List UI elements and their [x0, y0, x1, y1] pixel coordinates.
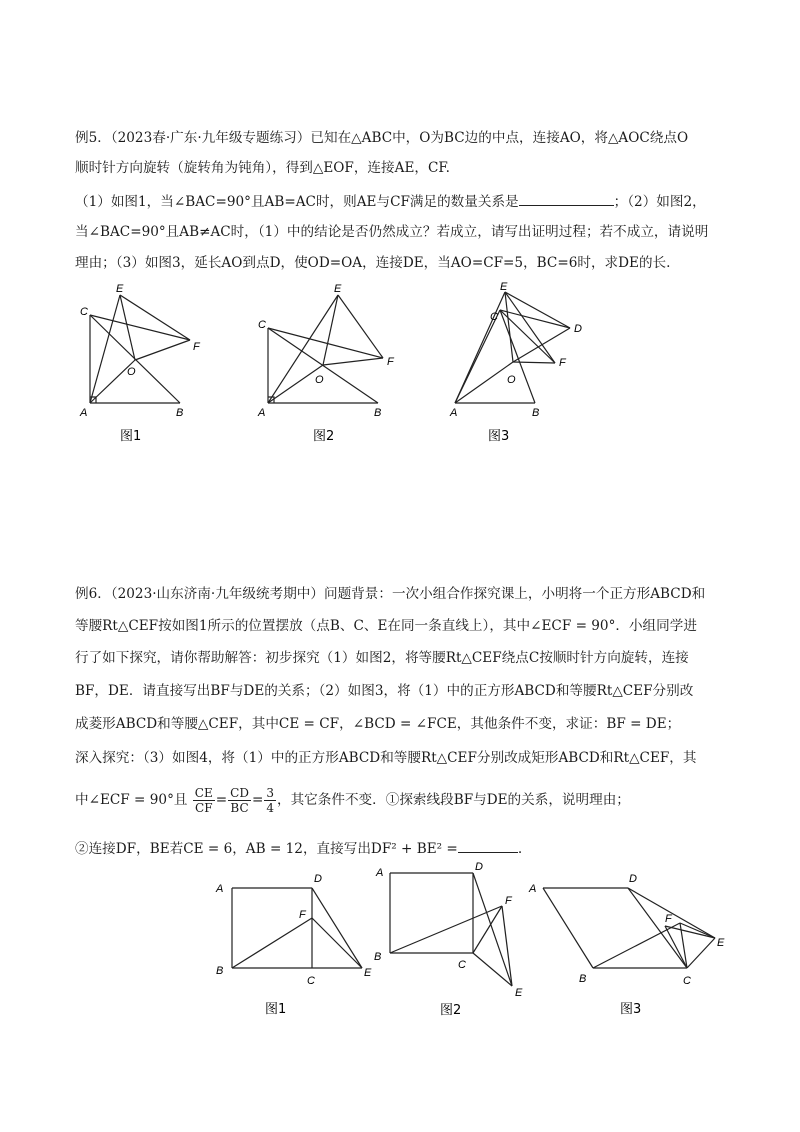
- ex5-q2-text: ；（2）如图2，: [613, 194, 706, 210]
- label-C: C: [458, 959, 466, 971]
- ex6-figure-1: [210, 868, 370, 1028]
- label-O: O: [315, 374, 324, 386]
- ex5-line-2: 顺时针方向旋转（旋转角为钝角），得到△EOF，连接AE，CF.: [75, 160, 450, 176]
- ex5-line-1: 例5．（2023春·广东·九年级专题练习）已知在△ABC中，O为BC边的中点，连接AO，将△AOC绕点O: [75, 130, 689, 146]
- label-F: F: [299, 909, 306, 921]
- answer-blank: [519, 191, 614, 206]
- ex6-line-8: [75, 838, 522, 859]
- label-F: F: [387, 356, 394, 368]
- label-B: B: [579, 973, 587, 985]
- label-D: D: [314, 873, 322, 885]
- ex5-line-3: [75, 191, 706, 212]
- label-D: D: [629, 873, 637, 885]
- label-B: B: [176, 407, 184, 419]
- ex6-line-7-start: 中∠ECF = 90°且: [75, 792, 188, 808]
- ex6-line-2: 等腰Rt△CEF按如图1所示的位置摆放（点B、C、E在同一条直线上），其中∠ECF = 90°．小组同学进: [75, 618, 697, 634]
- label-C: C: [490, 311, 498, 323]
- label-E: E: [515, 987, 523, 999]
- label-A: A: [529, 883, 537, 895]
- fig-caption: 图1: [120, 429, 142, 444]
- ex5-line-5: 理由；（3）如图3，延长AO到点D，使OD=OA，连接DE，当AO=CF=5，BC=6时，求DE的长.: [75, 255, 671, 271]
- fig-caption: 图3: [620, 1002, 642, 1017]
- fig-caption: 图2: [440, 1003, 462, 1018]
- label-A: A: [80, 407, 88, 419]
- label-E: E: [717, 937, 725, 949]
- label-E: E: [500, 281, 508, 293]
- fig-caption: 图1: [265, 1002, 287, 1017]
- label-B: B: [532, 407, 540, 419]
- label-A: A: [258, 407, 266, 419]
- label-F: F: [559, 357, 566, 369]
- ex5-line-4: 当∠BAC=90°且AB≠AC时，（1）中的结论是否仍然成立？若成立，请写出证明过程；若不成立，请说明: [75, 224, 709, 240]
- label-E: E: [364, 967, 372, 979]
- ex5-figure-3: [450, 280, 600, 450]
- ex6-line-7: [75, 786, 630, 815]
- ex6-figure-3: [525, 868, 735, 1028]
- label-E: E: [334, 283, 342, 295]
- label-B: B: [374, 407, 382, 419]
- label-F: F: [665, 913, 672, 925]
- label-F: F: [193, 341, 200, 353]
- fraction-3-4: $\frac{3}{4}$: [266, 786, 274, 815]
- label-O: O: [127, 366, 136, 378]
- label-C: C: [80, 306, 88, 318]
- label-C: C: [307, 975, 315, 987]
- ex5-figure-1: [80, 280, 210, 450]
- label-B: B: [374, 951, 382, 963]
- ex6-line-5: 成菱形ABCD和等腰△CEF，其中CE = CF，∠BCD = ∠FCE，其他条件不变，求证：BF = DE；: [75, 716, 681, 732]
- ex6-line-1: 例6．（2023·山东济南·九年级统考期中）问题背景：一次小组合作探究课上，小明将一个正方形ABCD和: [75, 586, 706, 602]
- label-C: C: [683, 975, 691, 987]
- label-D: D: [475, 861, 483, 873]
- ex6-line-7-end: ，其它条件不变．①探索线段BF与DE的关系，说明理由；: [276, 792, 630, 808]
- period: .: [517, 841, 523, 857]
- label-D: D: [574, 323, 582, 335]
- answer-blank: [458, 838, 518, 853]
- ex6-line-3: 行了如下探究，请你帮助解答：初步探究（1）如图2，将等腰Rt△CEF绕点C按顺时针方向旋转，连接: [75, 650, 689, 666]
- ex6-line-6: 深入探究：（3）如图4，将（1）中的正方形ABCD和等腰Rt△CEF分别改成矩形ABCD和Rt△CEF，其: [75, 750, 697, 766]
- ex6-figure-2: [370, 858, 530, 1028]
- label-A: A: [376, 867, 384, 879]
- fig-caption: 图3: [488, 429, 510, 444]
- fraction-ce-cf: $\frac{CE}{CF}$: [194, 786, 213, 815]
- label-B: B: [216, 965, 224, 977]
- ex6-line-8-text: ②连接DF，BE若CE = 6，AB = 12，直接写出DF² + BE² =: [75, 841, 458, 857]
- label-O: O: [507, 374, 516, 386]
- label-C: C: [258, 319, 266, 331]
- ex5-figure-2: [258, 280, 398, 450]
- label-A: A: [216, 883, 224, 895]
- equals-sign: =: [215, 792, 228, 808]
- label-F: F: [505, 895, 512, 907]
- label-E: E: [116, 283, 124, 295]
- equals-sign: =: [251, 792, 264, 808]
- fig-caption: 图2: [313, 429, 335, 444]
- ex6-line-4: BF，DE．请直接写出BF与DE的关系；（2）如图3，将（1）中的正方形ABCD和等腰Rt△CEF分别改: [75, 683, 694, 699]
- ex5-q1-text: （1）如图1，当∠BAC=90°且AB=AC时，则AE与CF满足的数量关系是: [75, 194, 519, 210]
- label-A: A: [450, 407, 458, 419]
- fraction-cd-bc: $\frac{CD}{BC}$: [230, 786, 249, 815]
